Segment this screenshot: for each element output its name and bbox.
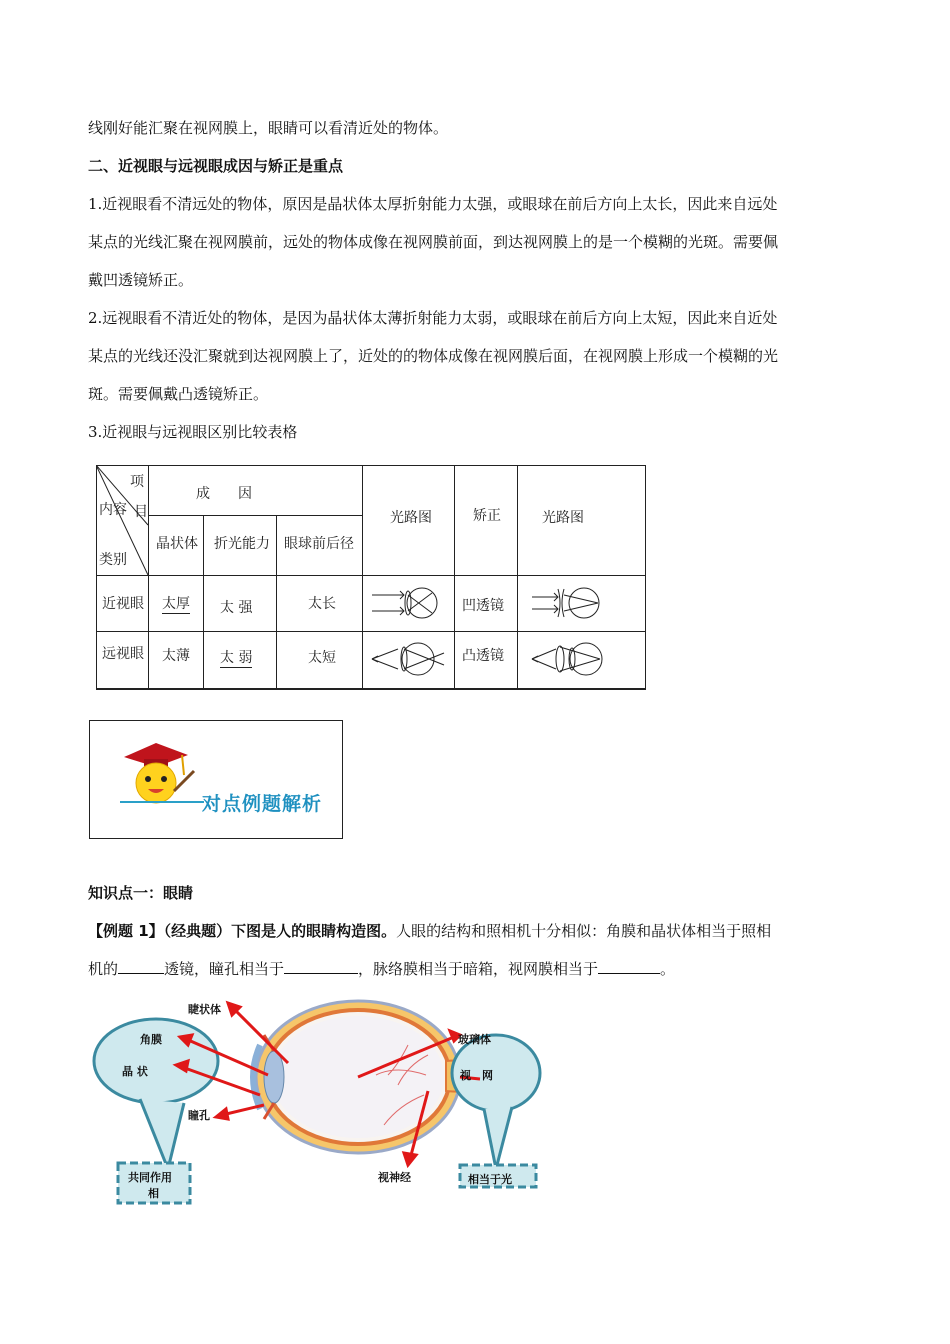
row-myopia-correction: 凹透镜 bbox=[462, 598, 504, 614]
label-pupil: 瞳孔 bbox=[188, 1109, 210, 1122]
label-lens: 晶 状 bbox=[122, 1065, 148, 1078]
line2-part-a: 机的 bbox=[88, 960, 119, 978]
paragraph-myopia-l3: 戴凹透镜矫正。 bbox=[88, 271, 194, 289]
example-question-line2 bbox=[88, 950, 863, 988]
corner-item: 项 bbox=[130, 474, 144, 490]
box-right-text: 相当于光 bbox=[468, 1173, 512, 1186]
example-text: 人眼的结构和照相机十分相似：角膜和晶状体相当于照相 bbox=[396, 922, 772, 940]
paragraph-hyperopia-l2: 某点的光线还没汇聚就到达视网膜上了，近处的的物体成像在视网膜后面，在视网膜上形成一个模糊的光 bbox=[88, 347, 779, 365]
eye-structure-diagram bbox=[88, 995, 548, 1210]
row-hyperopia-refraction: 太 弱 bbox=[220, 647, 252, 668]
header-light-path-2: 光路图 bbox=[542, 510, 584, 526]
row-myopia-lens: 太厚 bbox=[162, 593, 190, 614]
line2-part-b: 透镜，瞳孔相当于 bbox=[164, 960, 285, 978]
myopia-corrected-path-icon bbox=[528, 581, 610, 627]
comparison-table bbox=[96, 465, 646, 689]
graduate-mascot-icon bbox=[118, 735, 198, 811]
knowledge-point-title: 知识点一：眼睛 bbox=[88, 884, 194, 902]
header-lens: 晶状体 bbox=[156, 536, 198, 552]
hyperopia-light-path-icon bbox=[368, 635, 450, 683]
paragraph-myopia-l1: 1.近视眼看不清远处的物体，原因是晶状体太厚折射能力太强，或眼球在前后方向上太长，因此来自远处 bbox=[88, 195, 778, 213]
row-myopia-refraction: 太 强 bbox=[220, 600, 253, 616]
label-cornea: 角膜 bbox=[140, 1033, 162, 1046]
box-left-line1: 共同作用 bbox=[128, 1171, 172, 1184]
header-light-path-1: 光路图 bbox=[390, 510, 432, 526]
line2-part-c: ，脉络膜相当于暗箱，视网膜相当于 bbox=[358, 960, 599, 978]
paragraph-myopia-l2: 某点的光线汇聚在视网膜前，远处的物体成像在视网膜前面，到达视网膜上的是一个模糊的光斑。需要佩 bbox=[88, 233, 779, 251]
row-hyperopia-correction: 凸透镜 bbox=[462, 648, 504, 664]
banner-title: 对点例题解析 bbox=[202, 793, 323, 815]
blank-3 bbox=[598, 957, 660, 974]
corner-content: 内容 bbox=[99, 502, 127, 518]
example-question-line1 bbox=[88, 912, 863, 950]
paragraph-hyperopia-l3: 斑。需要佩戴凸透镜矫正。 bbox=[88, 385, 269, 403]
row-hyperopia-name: 远视眼 bbox=[102, 646, 144, 662]
label-ciliary-body: 睫状体 bbox=[188, 1003, 221, 1016]
paragraph-table-caption: 3.近视眼与远视眼区别比较表格 bbox=[88, 423, 298, 441]
label-vitreous: 玻璃体 bbox=[458, 1033, 491, 1046]
header-axis: 眼球前后径 bbox=[284, 536, 354, 552]
example-analysis-banner bbox=[89, 720, 343, 839]
example-label: 【例题 1】（经典题）下图是人的眼睛构造图。 bbox=[88, 922, 397, 940]
paragraph-hyperopia-l1: 2.远视眼看不清近处的物体，是因为晶状体太薄折射能力太弱，或眼球在前后方向上太短，因此来自近处 bbox=[88, 309, 778, 327]
row-myopia-axis: 太长 bbox=[308, 596, 336, 612]
section-heading-2: 二、近视眼与远视眼成因与矫正是重点 bbox=[88, 157, 344, 175]
box-left-line2: 相 bbox=[148, 1187, 159, 1200]
row-myopia-name: 近视眼 bbox=[102, 596, 144, 612]
paragraph-intro: 线刚好能汇聚在视网膜上，眼睛可以看清近处的物体。 bbox=[88, 119, 449, 137]
blank-2 bbox=[284, 957, 358, 974]
hyperopia-corrected-path-icon bbox=[528, 635, 610, 683]
header-cause: 成 因 bbox=[196, 486, 252, 502]
myopia-light-path-icon bbox=[368, 581, 450, 627]
line2-part-d: 。 bbox=[660, 960, 676, 978]
header-refraction: 折光能力 bbox=[214, 536, 270, 552]
corner-category: 类别 bbox=[99, 552, 127, 568]
label-optic-nerve: 视神经 bbox=[378, 1171, 411, 1184]
row-hyperopia-lens: 太薄 bbox=[162, 648, 190, 664]
banner-underline bbox=[120, 801, 204, 803]
row-hyperopia-axis: 太短 bbox=[308, 650, 336, 666]
header-correction: 矫正 bbox=[473, 508, 501, 524]
label-retina: 视 网 bbox=[460, 1069, 493, 1082]
blank-1 bbox=[118, 957, 164, 974]
corner-mu: 目 bbox=[134, 504, 148, 520]
